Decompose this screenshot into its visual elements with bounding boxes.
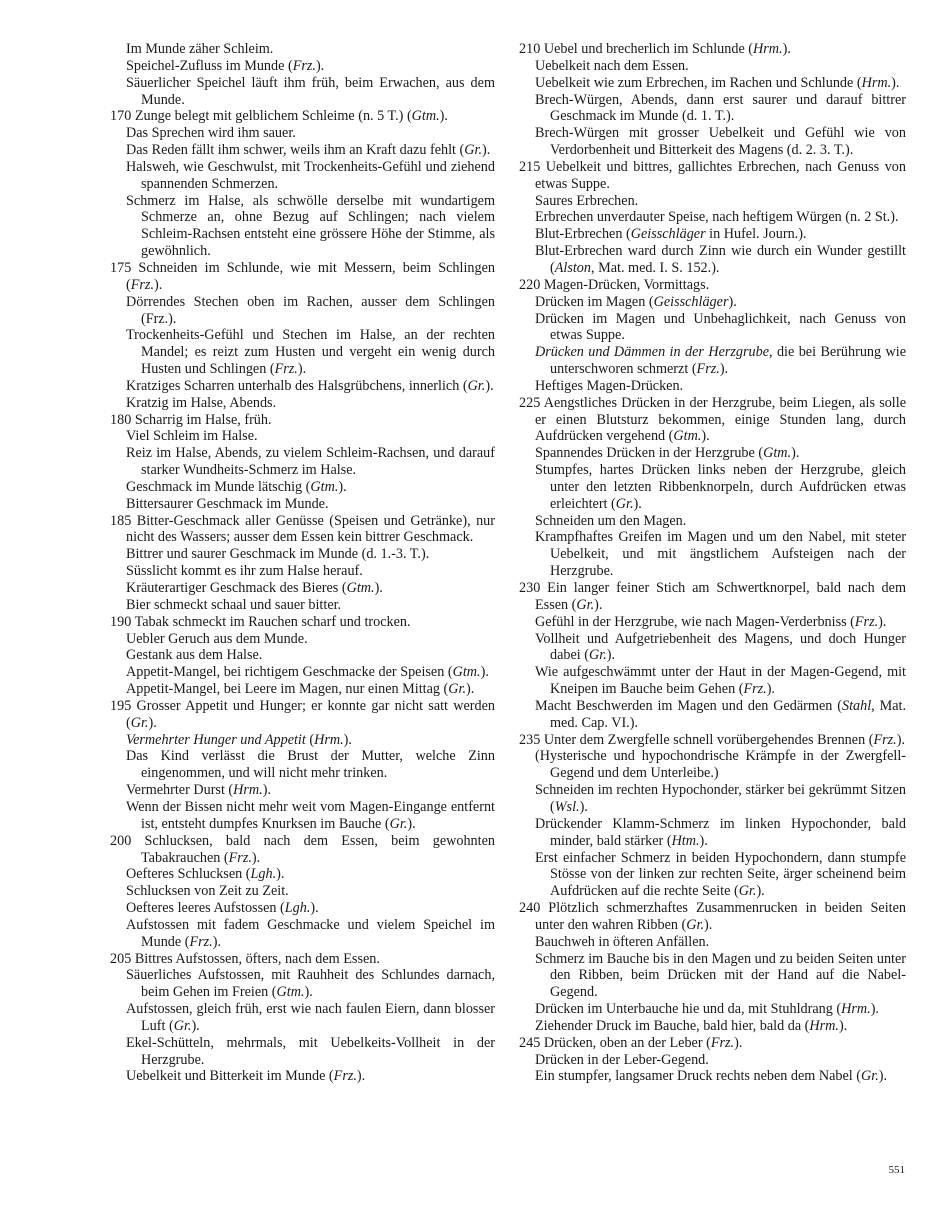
symptom-entry: Kratziges Scharren unterhalb des Halsgrübchens, innerlich (Gr.).	[126, 377, 494, 394]
symptom-entry: Vermehrter Hunger und Appetit (Hrm.).	[126, 731, 352, 748]
symptom-entry: Vollheit und Aufgetriebenheit des Magens, und doch Hunger dabei (Gr.).	[535, 630, 906, 664]
symptom-entry: Bittersaurer Geschmack im Munde.	[126, 495, 329, 512]
left-column	[110, 41, 495, 1085]
symptom-entry: Aufstossen, gleich früh, erst wie nach faulen Eiern, dann blosser Luft (Gr.).	[126, 1001, 495, 1034]
symptom-entry: Kratzig im Halse, Abends.	[126, 394, 277, 411]
symptom-entry: Ekel-Schütteln, mehrmals, mit Uebelkeits-Vollheit in der Herzgrube.	[126, 1034, 495, 1068]
symptom-entry: Speichel-Zufluss im Munde (Frz.).	[126, 57, 325, 74]
symptom-entry: Erst einfacher Schmerz in beiden Hypochondern, dann stumpfe Stösse von der linken zur rechten Seite, ärger scheinend beim Aufdrücken auf die rechte Seite (Gr.).	[535, 849, 906, 900]
symptom-entry: 180 Scharrig im Halse, früh.	[110, 411, 272, 428]
right-column	[519, 41, 906, 1085]
symptom-entry: 215 Uebelkeit und bittres, gallichtes Erbrechen, nach Genuss von etwas Suppe.	[519, 158, 906, 192]
symptom-entry: Blut-Erbrechen ward durch Zinn wie durch ein Wunder gestillt (Alston, Mat. med. I. S. 152.).	[535, 243, 906, 276]
symptom-entry: Säuerlicher Speichel läuft ihm früh, beim Erwachen, aus dem Munde.	[126, 74, 495, 108]
symptom-entry: Uebelkeit und Bitterkeit im Munde (Frz.).	[126, 1068, 366, 1085]
symptom-entry: Oefteres leeres Aufstossen (Lgh.).	[126, 900, 319, 917]
symptom-entry: Schmerz im Bauche bis in den Magen und zu beiden Seiten unter den Ribben, beim Drücken mit der Hand auf die Nabel-Gegend.	[535, 950, 906, 1001]
symptom-entry: Schneiden im rechten Hypochonder, stärker bei gekrümmt Sitzen (Wsl.).	[535, 782, 906, 815]
symptom-entry: Aufstossen mit fadem Geschmacke und vielem Speichel im Munde (Frz.).	[126, 916, 495, 950]
symptom-entry: Trockenheits-Gefühl und Stechen im Halse, an der rechten Mandel; es reizt zum Husten und vergeht ein wenig durch Husten und Schlingen (Frz.).	[126, 327, 495, 378]
symptom-entry: Saures Erbrechen.	[535, 192, 639, 209]
symptom-entry: 210 Uebel und brecherlich im Schlunde (Hrm.).	[519, 41, 791, 57]
symptom-entry: 240 Plötzlich schmerzhaftes Zusammenrucken in beiden Seiten unter den wahren Ribben (Gr.).	[519, 900, 906, 933]
symptom-entry: Das Reden fällt ihm schwer, weils ihm an Kraft dazu fehlt (Gr.).	[126, 142, 491, 159]
symptom-entry: 170 Zunge belegt mit gelblichem Schleime (n. 5 T.) (Gtm.).	[110, 108, 448, 125]
symptom-entry: Süsslicht kommt es ihr zum Halse herauf.	[126, 563, 363, 580]
symptom-entry: Wenn der Bissen nicht mehr weit vom Magen-Eingange entfernt ist, entsteht dumpfes Knurksen im Bauche (Gr.).	[126, 798, 495, 832]
symptom-entry: Drücken in der Leber-Gegend.	[535, 1051, 709, 1068]
symptom-entry: Brech-Würgen mit grosser Uebelkeit und Gefühl wie von Verdorbenheit und Bitterkeit des Magens (d. 2. 3. T.).	[535, 125, 906, 159]
symptom-entry: Dörrendes Stechen oben im Rachen, ausser dem Schlingen (Frz.).	[126, 293, 495, 327]
symptom-entry: Bittrer und saurer Geschmack im Munde (d. 1.-3. T.).	[126, 546, 430, 563]
symptom-entry: 245 Drücken, oben an der Leber (Frz.).	[519, 1034, 743, 1051]
symptom-entry: Vermehrter Durst (Hrm.).	[126, 782, 271, 799]
symptom-entry: 205 Bittres Aufstossen, öfters, nach dem Essen.	[110, 950, 380, 967]
symptom-entry: Drücken im Magen (Geisschläger).	[535, 293, 737, 310]
symptom-entry: 225 Aengstliches Drücken in der Herzgrube, beim Liegen, als solle er einen Blutsturz bekommen, einige Stunden lang, durch Aufdrücken vergehend (Gtm.).	[519, 394, 906, 445]
symptom-entry: 235 Unter dem Zwergfelle schnell vorübergehendes Brennen (Frz.).	[519, 731, 905, 748]
symptom-entry: Drückender Klamm-Schmerz im linken Hypochonder, bald minder, bald stärker (Htm.).	[535, 815, 906, 849]
symptom-entry: 175 Schneiden im Schlunde, wie mit Messern, beim Schlingen (Frz.).	[110, 259, 495, 293]
symptom-entry: 195 Grosser Appetit und Hunger; er konnte gar nicht satt werden (Gr.).	[110, 697, 495, 731]
symptom-entry: 230 Ein langer feiner Stich am Schwertknorpel, bald nach dem Essen (Gr.).	[519, 580, 906, 613]
symptom-entry: (Hysterische und hypochondrische Krämpfe in der Zwergfell-Gegend und dem Unterleibe.)	[535, 748, 906, 782]
symptom-entry: Brech-Würgen, Abends, dann erst saurer und darauf bittrer Geschmack im Munde (d. 1. T.).	[535, 91, 906, 125]
symptom-entry: Geschmack im Munde lätschig (Gtm.).	[126, 478, 347, 495]
symptom-entry: Drücken im Unterbauche hie und da, mit Stuhldrang (Hrm.).	[535, 1001, 879, 1018]
symptom-entry: Schneiden um den Magen.	[535, 512, 687, 529]
symptom-entry: Drücken im Magen und Unbehaglichkeit, nach Genuss von etwas Suppe.	[535, 310, 906, 344]
symptom-entry: Ziehender Druck im Bauche, bald hier, bald da (Hrm.).	[535, 1017, 848, 1034]
page-number: 551	[888, 1164, 905, 1176]
symptom-entry: 220 Magen-Drücken, Vormittags.	[519, 276, 710, 293]
symptom-entry: 200 Schlucksen, bald nach dem Essen, beim gewohnten Tabakrauchen (Frz.).	[110, 832, 495, 866]
symptom-entry: 185 Bitter-Geschmack aller Genüsse (Speisen und Getränke), nur nicht des Wassers; ausser dem Essen kein bittrer Geschmack.	[110, 512, 495, 546]
symptom-entry: 190 Tabak schmeckt im Rauchen scharf und trocken.	[110, 613, 411, 630]
symptom-entry: Heftiges Magen-Drücken.	[535, 377, 684, 394]
symptom-entry: Schmerz im Halse, als schwölle derselbe mit wundartigem Schmerze an, ohne Bezug auf Schlingen; nach vielem Schleim-Rachsen entsteht eine grössere Höhe der Stimme, als gewöhnlich.	[126, 192, 495, 260]
symptom-entry: Stumpfes, hartes Drücken links neben der Herzgrube, gleich unter den letzten Ribbenknorpeln, durch Aufdrücken etwas erleichtert (Gr.).	[535, 462, 906, 512]
symptom-entry: Säuerliches Aufstossen, mit Rauhheit des Schlundes darnach, beim Gehen im Freien (Gtm.).	[126, 967, 495, 1001]
symptom-entry: Viel Schleim im Halse.	[126, 428, 258, 445]
symptom-entry: Appetit-Mangel, bei Leere im Magen, nur einen Mittag (Gr.).	[126, 681, 475, 698]
symptom-entry: Erbrechen unverdauter Speise, nach heftigem Würgen (n. 2 St.).	[535, 209, 899, 226]
symptom-entry: Spannendes Drücken in der Herzgrube (Gtm.).	[535, 445, 800, 462]
symptom-entry: Ein stumpfer, langsamer Druck rechts neben dem Nabel (Gr.).	[535, 1068, 888, 1085]
symptom-entry: Uebler Geruch aus dem Munde.	[126, 630, 308, 647]
symptom-entry: Reiz im Halse, Abends, zu vielem Schleim-Rachsen, und darauf starker Wundheits-Schmerz im Halse.	[126, 445, 495, 479]
symptom-entry: Uebelkeit wie zum Erbrechen, im Rachen und Schlunde (Hrm.).	[535, 74, 900, 91]
symptom-entry: Macht Beschwerden im Magen und den Gedärmen (Stahl, Mat. med. Cap. VI.).	[535, 697, 906, 731]
symptom-entry: Wie aufgeschwämmt unter der Haut in der Magen-Gegend, mit Kneipen im Bauche beim Gehen (Frz.).	[535, 664, 906, 698]
symptom-entry: Halsweh, wie Geschwulst, mit Trockenheits-Gefühl und ziehend spannenden Schmerzen.	[126, 158, 495, 192]
symptom-entry: Kräuterartiger Geschmack des Bieres (Gtm.).	[126, 580, 383, 596]
symptom-entry: Im Munde zäher Schleim.	[126, 41, 274, 57]
symptom-entry: Schlucksen von Zeit zu Zeit.	[126, 883, 289, 900]
symptom-entry: Uebelkeit nach dem Essen.	[535, 57, 689, 74]
symptom-entry: Bier schmeckt schaal und sauer bitter.	[126, 596, 342, 613]
symptom-entry: Das Sprechen wird ihm sauer.	[126, 125, 296, 142]
symptom-entry: Blut-Erbrechen (Geisschläger in Hufel. Journ.).	[535, 226, 807, 243]
symptom-entry: Drücken und Dämmen in der Herzgrube, die bei Berührung wie unterschworen schmerzt (Frz.).	[535, 344, 907, 378]
symptom-entry: Gestank aus dem Halse.	[126, 647, 263, 664]
symptom-entry: Appetit-Mangel, bei richtigem Geschmacke der Speisen (Gtm.).	[126, 664, 489, 681]
symptom-entry: Oefteres Schlucksen (Lgh.).	[126, 866, 285, 883]
symptom-entry: Krampfhaftes Greifen im Magen und um den Nabel, mit steter Uebelkeit, und mit ängstlichem Aufsteigen nach der Herzgrube.	[535, 529, 906, 580]
symptom-entry: Das Kind verlässt die Brust der Mutter, welche Zinn eingenommen, und will nicht mehr trinken.	[126, 748, 495, 782]
symptom-entry: Bauchweh in öfteren Anfällen.	[535, 933, 710, 950]
symptom-entry: Gefühl in der Herzgrube, wie nach Magen-Verderbniss (Frz.).	[535, 613, 887, 630]
